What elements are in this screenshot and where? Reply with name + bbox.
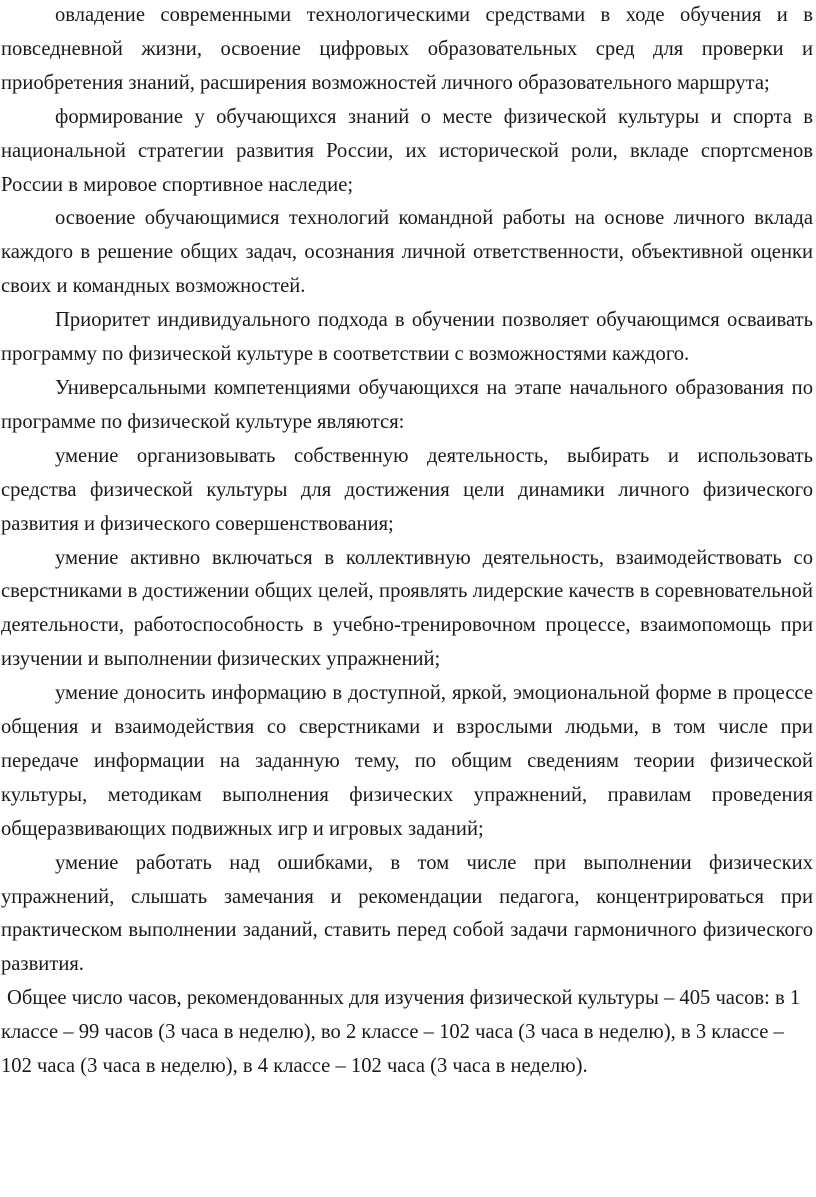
paragraph-communicate-information: умение доносить информацию в доступной, яркой, эмоциональной форме в процессе общения и взаимодействия со сверстниками и взрослыми людьми, в том числе при передаче информации на заданную тему, по общим сведениям теории физической культуры, методикам выполнения физических упражнений, правилам проведения общеразвивающих подвижных игр и игровых заданий; <box>1 682 813 840</box>
paragraph-individual-approach: Приоритет индивидуального подхода в обучении позволяет обучающимся осваивать программу по физической культуре в соответствии с возможностями каждого. <box>1 309 813 366</box>
paragraph-organize-activity: умение организовывать собственную деятельность, выбирать и использовать средства физической культуры для достижения цели динамики личного физического развития и физического совершенствования; <box>1 444 813 535</box>
paragraph-teamwork: освоение обучающимися технологий командной работы на основе личного вклада каждого в решение общих задач, осознания личной ответственности, объективной оценки своих и командных возможностей. <box>1 207 813 298</box>
paragraph-universal-competencies: Универсальными компетенциями обучающихся на этапе начального образования по программе по физической культуре являются: <box>1 376 813 433</box>
paragraph-national-strategy: формирование у обучающихся знаний о месте физической культуры и спорта в национальной стратегии развития России, их исторической роли, вкладе спортсменов России в мировое спортивное наследие; <box>1 105 813 196</box>
paragraph-total-hours: Общее число часов, рекомендованных для изучения физической культуры – 405 часов: в 1 классе – 99 часов (3 часа в неделю), во 2 классе – 102 часа (3 часа в неделю), в 3 классе – 102 часа (3 часа в неделю), в 4 классе – 102 часа (3 часа в неделю). <box>1 987 801 1078</box>
paragraph-collective-activity: умение активно включаться в коллективную деятельность, взаимодействовать со сверстниками в достижении общих целей, проявлять лидерские качеств в соревновательной деятельности, работоспособность в учебно-тренировочном процессе, взаимопомощь при изучении и выполнении физических упражнений; <box>1 546 813 671</box>
paragraph-digital-technologies: овладение современными технологическими средствами в ходе обучения и в повседневной жизни, освоение цифровых образовательных сред для проверки и приобретения знаний, расширения возможностей личного образовательного маршрута; <box>1 4 813 94</box>
paragraph-work-on-mistakes: умение работать над ошибками, в том числе при выполнении физических упражнений, слышать замечания и рекомендации педагога, концентрироваться при практическом выполнении заданий, ставить перед собой задачи гармоничного физического развития. <box>1 851 813 976</box>
